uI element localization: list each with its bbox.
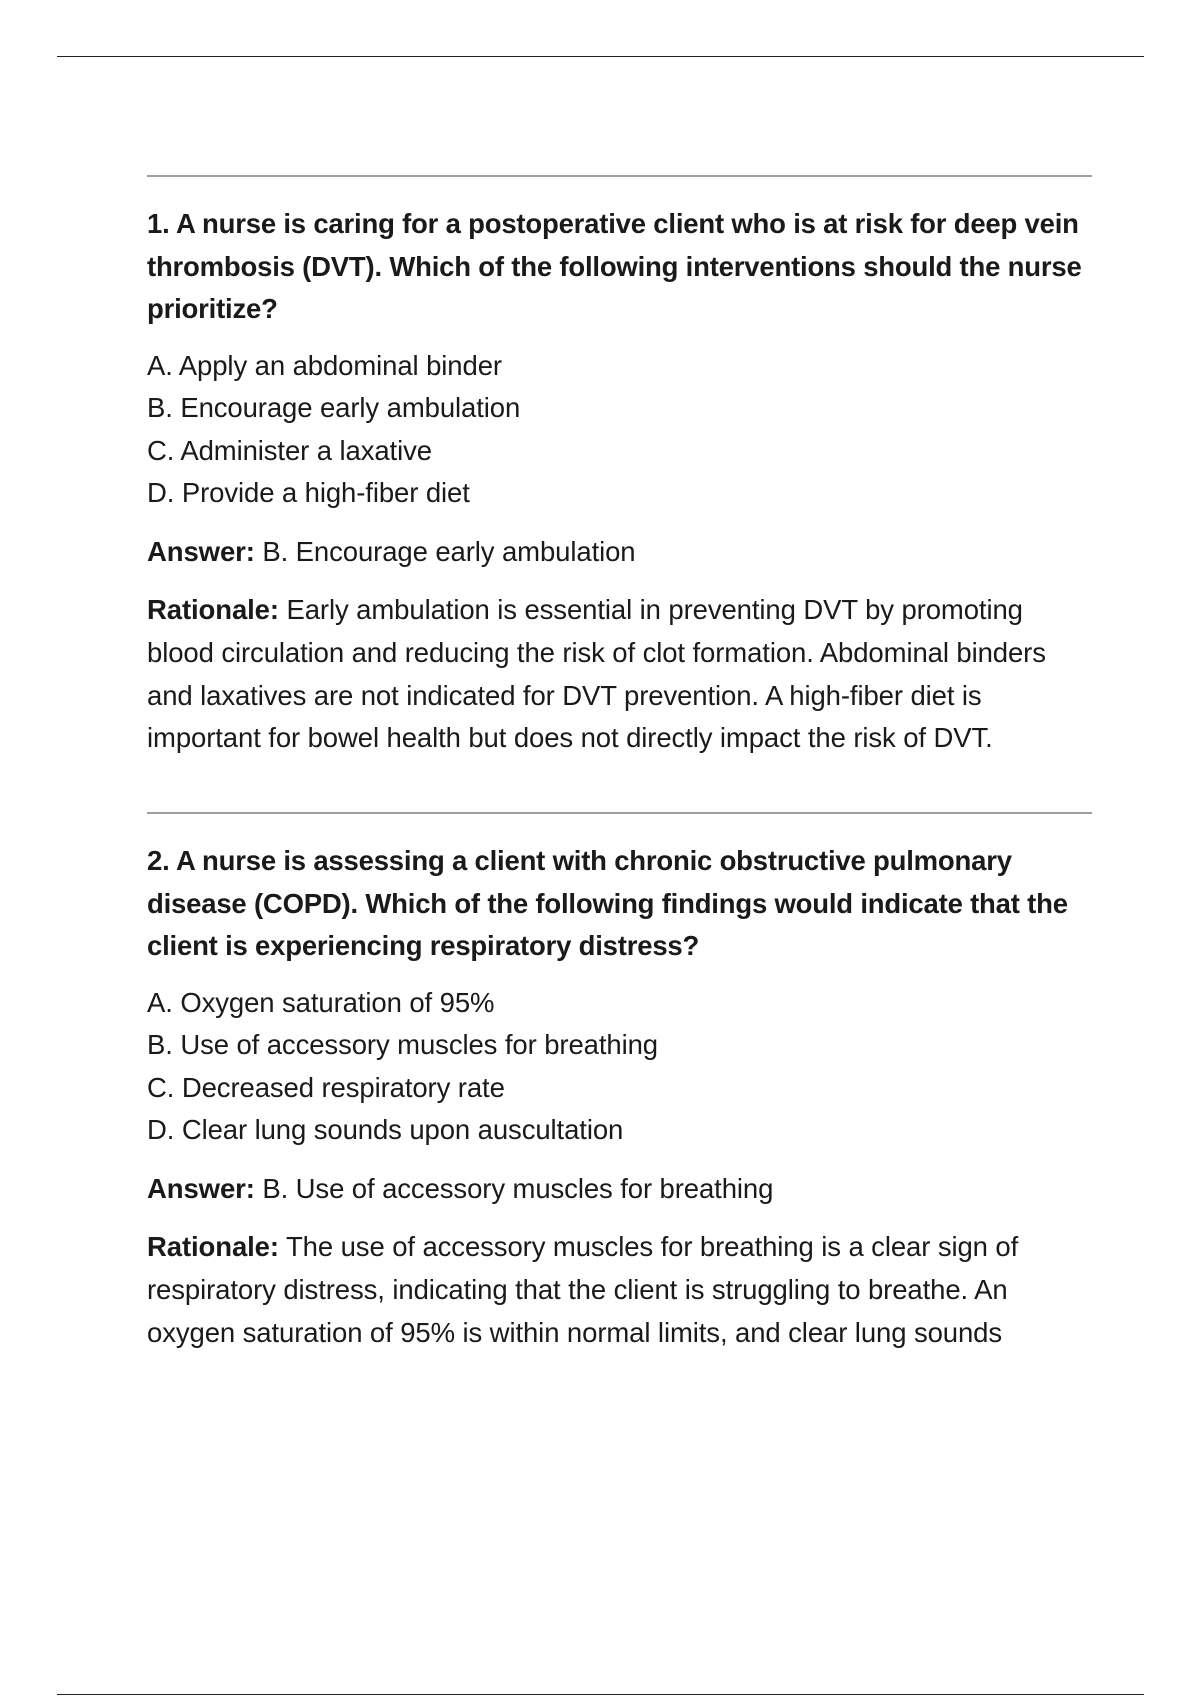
rationale-text: Early ambulation is essential in preventing DVT by promoting blood circulation and reducing the risk of clot formation. Abdominal binders and laxatives are not indicated for DVT prevention. A high-fiber diet is important for bowel health but does not directly impact the risk of DVT. [147, 594, 1046, 754]
option-d: D. Provide a high-fiber diet [147, 477, 470, 508]
answer-text: B. Encourage early ambulation [262, 535, 636, 567]
answer-label: Answer: [147, 535, 255, 567]
answer-options [147, 345, 1092, 515]
answer-line [147, 1168, 1092, 1211]
option-d: D. Clear lung sounds upon auscultation [147, 1114, 624, 1146]
rationale-label: Rationale: [147, 1231, 279, 1263]
rationale-label: Rationale: [147, 594, 279, 625]
option-b: B. Use of accessory muscles for breathing [147, 1029, 658, 1061]
question-block-2 [147, 812, 1092, 1354]
option-c: C. Administer a laxative [147, 434, 432, 466]
option-a: A. Apply an abdominal binder [147, 349, 502, 381]
answer-options [147, 982, 1092, 1152]
rationale-paragraph [147, 589, 1092, 760]
question-text: 1. A nurse is caring for a postoperative client who is at risk for deep vein thrombosis (DVT). Which of the following interventions should the nurse prioritize? [147, 208, 1082, 324]
option-a: A. Oxygen saturation of 95% [147, 986, 495, 1018]
option-c: C. Decreased respiratory rate [147, 1071, 505, 1103]
question-separator [147, 175, 1092, 177]
question-text: 2. A nurse is assessing a client with chronic obstructive pulmonary disease (COPD). Which of the following findings would indicate that the client is experiencing respiratory distress? [147, 845, 1068, 962]
page-bottom-rule [57, 1694, 1144, 1695]
document-content [147, 175, 1092, 1355]
answer-line [147, 531, 1092, 574]
rationale-text: The use of accessory muscles for breathing is a clear sign of respiratory distress, indicating that the client is struggling to breathe. An oxygen saturation of 95% is within normal limits, and clear lung sounds [147, 1231, 1019, 1348]
question-separator [147, 812, 1092, 814]
answer-text: B. Use of accessory muscles for breathing [262, 1172, 774, 1204]
answer-label: Answer: [147, 1172, 255, 1204]
page-top-rule [57, 56, 1144, 57]
rationale-paragraph [147, 1226, 1092, 1354]
question-block-1 [147, 175, 1092, 760]
option-b: B. Encourage early ambulation [147, 392, 521, 423]
